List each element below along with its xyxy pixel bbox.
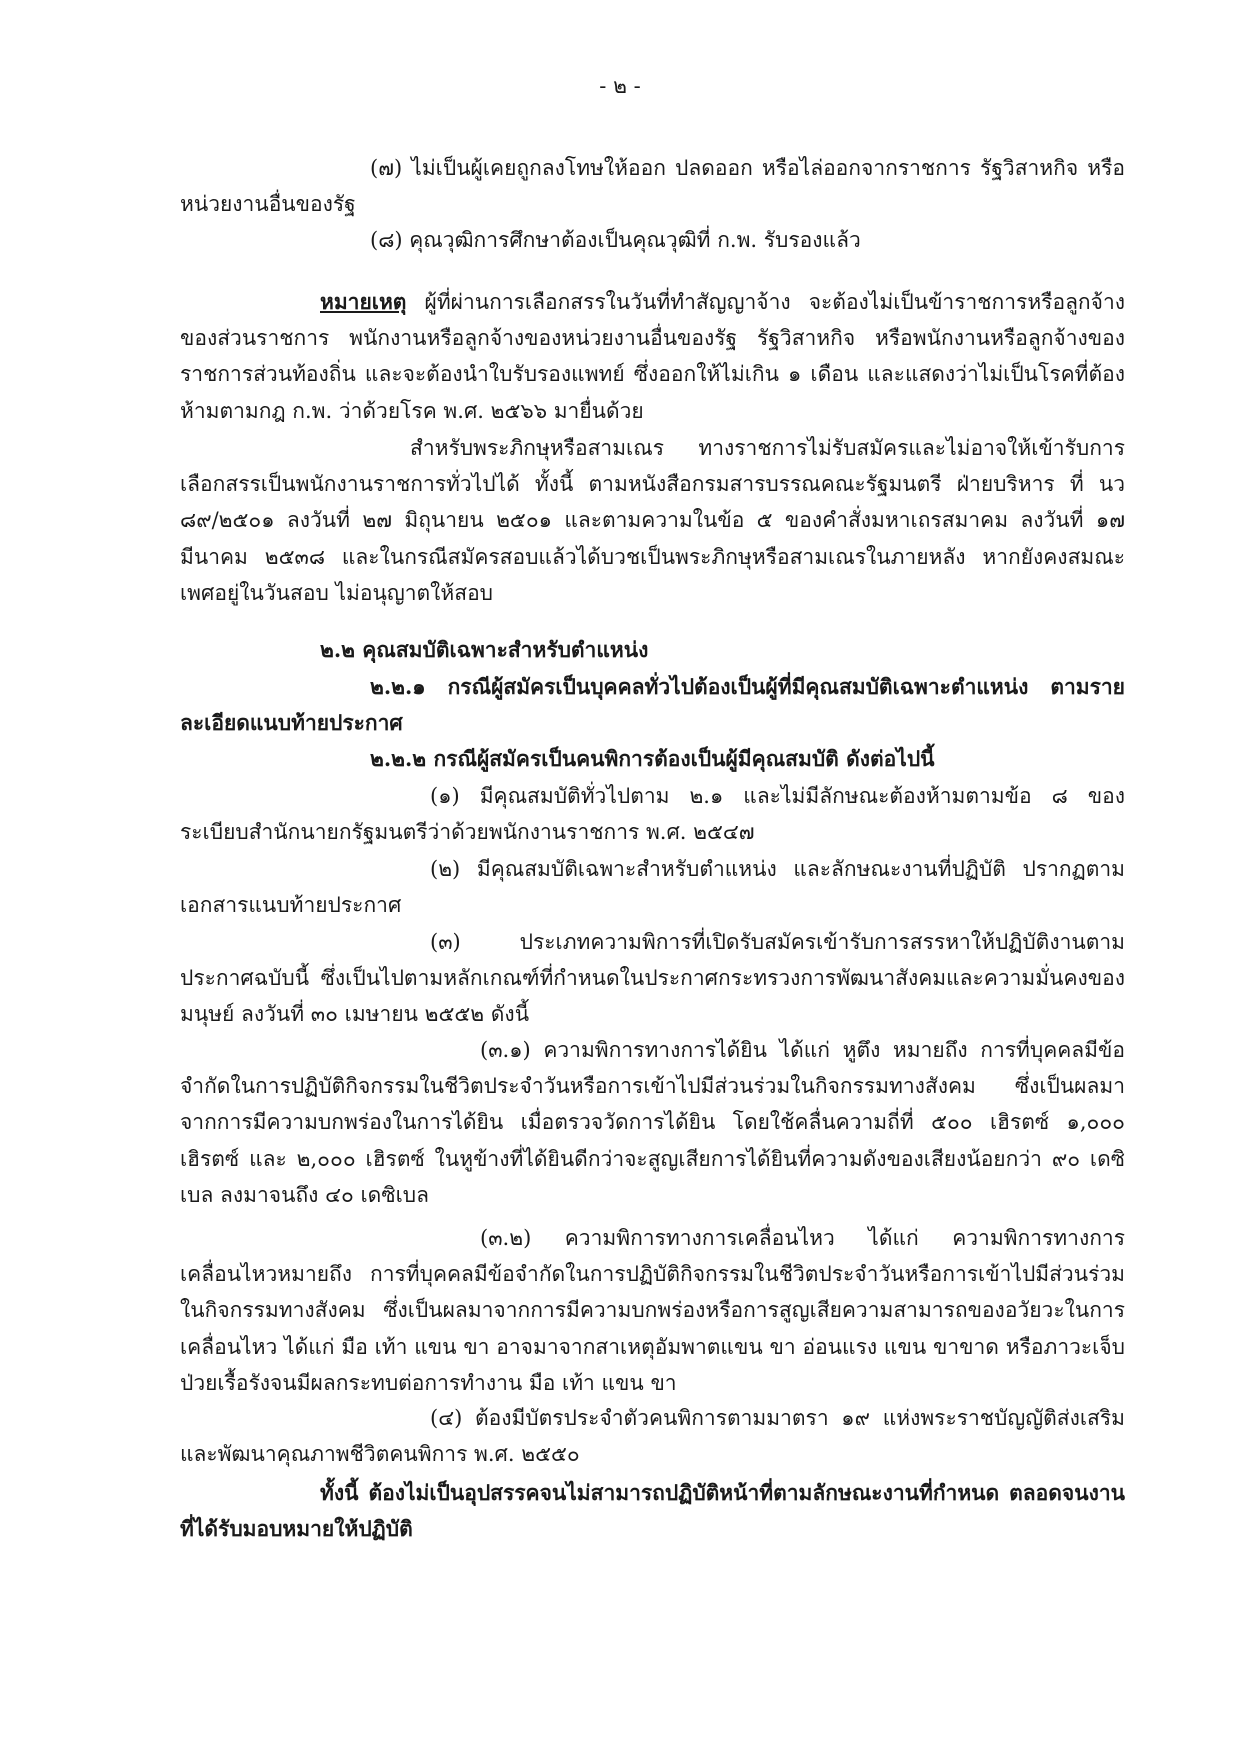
- section-2-2-1: ๒.๒.๑ กรณีผู้สมัครเป็นบุคคลทั่วไปต้องเป็นผู้ที่มีคุณสมบัติเฉพาะตำแหน่ง ตามรายละเอียดแนบท้ายประกาศ: [180, 674, 1125, 736]
- disability-item-3-1: (๓.๑) ความพิการทางการได้ยิน ได้แก่ หูตึง หมายถึง การที่บุคคลมีข้อจำกัดในการปฏิบัติกิจกรรมในชีวิตประจำวันหรือการเข้าไปมีส่วนร่วมในกิจกรรมทางสังคม ซึ่งเป็นผลมาจากการมีความบกพร่องในการได้ยิน เมื่อตรวจวัดการได้ยิน โดยใช้คลื่นความถี่ที่ ๕๐๐ เฮิรตซ์ ๑,๐๐๐ เฮิรตซ์ และ ๒,๐๐๐ เฮิรตซ์ ในหูข้างที่ได้ยินดีกว่าจะสูญเสียการได้ยินที่ความดังของเสียงน้อยกว่า ๙๐ เดซิเบล ลงมาจนถึง ๔๐ เดซิเบล: [180, 1038, 1125, 1207]
- section-heading: ๒.๒ คุณสมบัติเฉพาะสำหรับตำแหน่ง: [320, 637, 649, 662]
- disability-item-2: (๒) มีคุณสมบัติเฉพาะสำหรับตำแหน่ง และลักษณะงานที่ปฏิบัติ ปรากฏตามเอกสารแนบท้ายประกาศ: [180, 857, 1125, 918]
- item-7: (๗) ไม่เป็นผู้เคยถูกลงโทษให้ออก ปลดออก หรือไล่ออกจากราชการ รัฐวิสาหกิจ หรือหน่วยงานอื่นของรัฐ: [180, 156, 1125, 217]
- note-text: ผู้ที่ผ่านการเลือกสรรในวันที่ทำสัญญาจ้าง จะต้องไม่เป็นข้าราชการหรือลูกจ้างของส่วนราชการ พนักงานหรือลูกจ้างของหน่วยงานอื่นของรัฐ รัฐวิสาหกิจ หรือพนักงานหรือลูกจ้างของราชการส่วนท้องถิ่น และจะต้องนำใบรับรองแพทย์ ซึ่งออกให้ไม่เกิน ๑ เดือน และแสดงว่าไม่เป็นโรคที่ต้องห้ามตามกฎ ก.พ. ว่าด้วยโรค พ.ศ. ๒๕๖๖ มายื่นด้วย: [180, 290, 1125, 423]
- monk-paragraph: สำหรับพระภิกษุหรือสามเณร ทางราชการไม่รับสมัครและไม่อาจให้เข้ารับการเลือกสรรเป็นพนักงานราชการทั่วไปได้ ทั้งนี้ ตามหนังสือกรมสารบรรณคณะรัฐมนตรี ฝ่ายบริหาร ที่ นว ๘๙/๒๕๐๑ ลงวันที่ ๒๗ มิถุนายน ๒๕๐๑ และตามความในข้อ ๕ ของคำสั่งมหาเถรสมาคม ลงวันที่ ๑๗ มีนาคม ๒๕๓๘ และในกรณีสมัครสอบแล้วได้บวชเป็นพระภิกษุหรือสามเณรในภายหลัง หากยังคงสมณะเพศอยู่ในวันสอบ ไม่อนุญาตให้สอบ: [180, 436, 1125, 605]
- item-8: (๘) คุณวุฒิการศึกษาต้องเป็นคุณวุฒิที่ ก.พ. รับรองแล้ว: [370, 228, 861, 252]
- note-label: หมายเหตุ: [320, 289, 407, 314]
- closing-note: ทั้งนี้ ต้องไม่เป็นอุปสรรคจนไม่สามารถปฏิบัติหน้าที่ตามลักษณะงานที่กำหนด ตลอดจนงานที่ได้รับมอบหมายให้ปฏิบัติ: [180, 1480, 1125, 1542]
- disability-item-4: (๔) ต้องมีบัตรประจำตัวคนพิการตามมาตรา ๑๙ แห่งพระราชบัญญัติส่งเสริมและพัฒนาคุณภาพชีวิตคนพิการ พ.ศ. ๒๕๕๐: [180, 1406, 1125, 1467]
- disability-item-3: (๓) ประเภทความพิการที่เปิดรับสมัครเข้ารับการสรรหาให้ปฏิบัติงานตามประกาศฉบับนี้ ซึ่งเป็นไปตามหลักเกณฑ์ที่กำหนดในประกาศกระทรวงการพัฒนาสังคมและความมั่นคงของมนุษย์ ลงวันที่ ๓๐ เมษายน ๒๕๕๒ ดังนี้: [180, 930, 1125, 1027]
- note-paragraph: [180, 284, 1125, 429]
- section-2-2-2: ๒.๒.๒ กรณีผู้สมัครเป็นคนพิการต้องเป็นผู้มีคุณสมบัติ ดังต่อไปนี้: [370, 746, 935, 771]
- disability-item-1: (๑) มีคุณสมบัติทั่วไปตาม ๒.๑ และไม่มีลักษณะต้องห้ามตามข้อ ๘ ของระเบียบสำนักนายกรัฐมนตรีว่าด้วยพนักงานราชการ พ.ศ. ๒๕๔๗: [180, 784, 1125, 845]
- page-number: - ๒ -: [599, 74, 641, 98]
- disability-item-3-2: (๓.๒) ความพิการทางการเคลื่อนไหว ได้แก่ ความพิการทางการเคลื่อนไหวหมายถึง การที่บุคคลมีข้อจำกัดในการปฏิบัติกิจกรรมในชีวิตประจำวันหรือการเข้าไปมีส่วนร่วมในกิจกรรมทางสังคม ซึ่งเป็นผลมาจากการมีความบกพร่องหรือการสูญเสียความสามารถของอวัยวะในการเคลื่อนไหว ได้แก่ มือ เท้า แขน ขา อาจมาจากสาเหตุอัมพาตแขน ขา อ่อนแรง แขน ขาขาด หรือภาวะเจ็บป่วยเรื้อรังจนมีผลกระทบต่อการทำงาน มือ เท้า แขน ขา: [180, 1226, 1125, 1395]
